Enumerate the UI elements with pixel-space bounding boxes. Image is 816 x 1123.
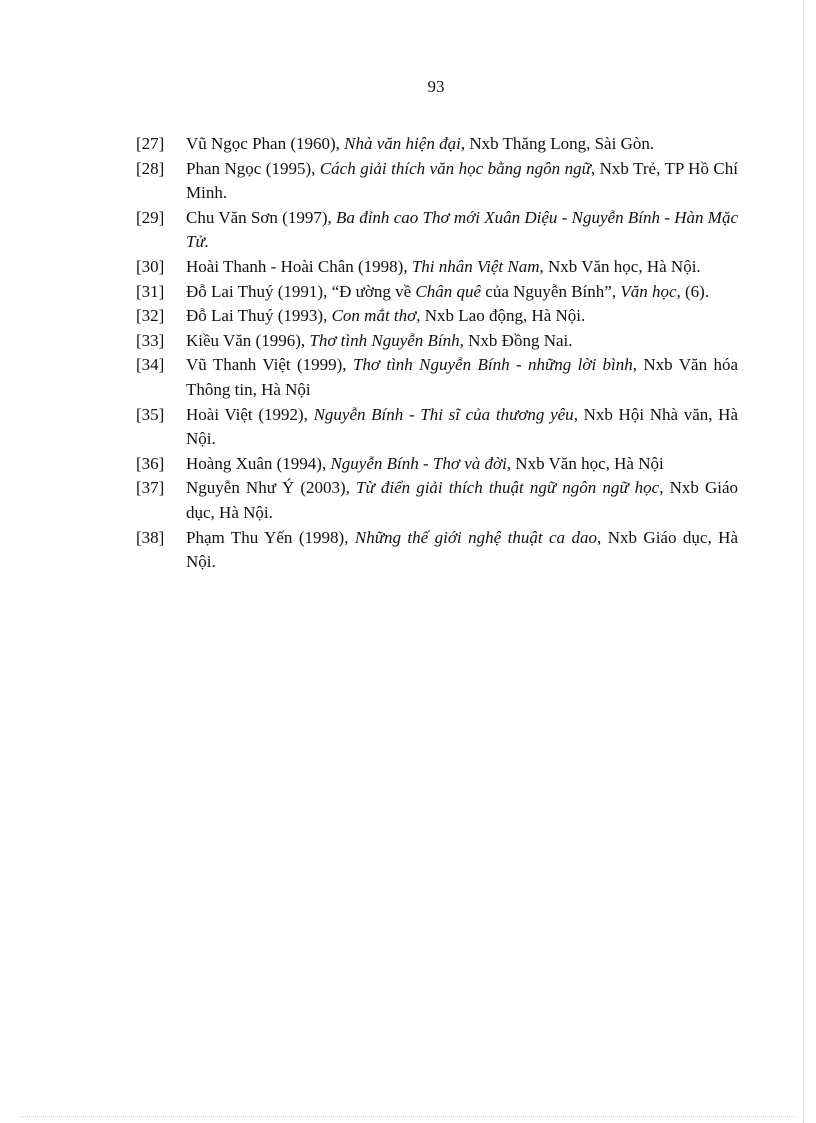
- reference-number: [32]: [136, 306, 165, 326]
- reference-title: Thơ tình Nguyễn Bính: [309, 330, 460, 350]
- reference-title: Thi nhân Việt Nam: [411, 256, 540, 276]
- reference-entry: [136, 304, 738, 329]
- reference-title: Văn học: [620, 281, 677, 301]
- reference-entry: [136, 452, 738, 477]
- reference-entry: [136, 476, 738, 525]
- reference-title: Cách giải thích văn học bằng ngôn ngữ: [319, 158, 591, 178]
- page-border-right: [803, 0, 810, 1123]
- reference-segment: , Nxb Lao động, Hà Nội.: [416, 306, 586, 326]
- reference-number: [28]: [136, 158, 165, 178]
- reference-text: [186, 476, 738, 525]
- reference-number: [37]: [136, 478, 165, 498]
- reference-segment: , Nxb Đồng Nai.: [459, 330, 573, 350]
- reference-segment: , Nxb Giáo dục, Hà Nội.: [186, 478, 738, 522]
- reference-title: Những thế giới nghệ thuật ca dao: [354, 527, 597, 547]
- page-border-bottom: [20, 1116, 796, 1117]
- reference-text: [186, 526, 738, 575]
- reference-entry: [136, 329, 738, 354]
- reference-number: [29]: [136, 207, 165, 227]
- reference-segment: , Nxb Văn học, Hà Nội: [506, 453, 664, 473]
- reference-title: Nguyễn Bính - Thi sĩ của thương yêu: [313, 404, 574, 424]
- reference-text: [186, 206, 738, 255]
- reference-title: Từ điển giải thích thuật ngữ ngôn ngữ học: [356, 478, 660, 498]
- reference-segment: Đỗ Lai Thuý (1993),: [186, 306, 332, 326]
- reference-entry: [136, 526, 738, 575]
- reference-number: [30]: [136, 256, 165, 276]
- reference-segment: , Nxb Giáo dục, Hà Nội.: [186, 527, 738, 572]
- reference-number: [31]: [136, 281, 165, 301]
- reference-segment: Kiều Văn (1996),: [186, 330, 310, 350]
- reference-entry: [136, 403, 738, 452]
- reference-number: [34]: [136, 355, 165, 375]
- reference-text: [186, 157, 738, 206]
- reference-number: [38]: [136, 527, 165, 547]
- reference-list: [136, 132, 738, 575]
- reference-entry: [136, 255, 738, 280]
- reference-number: [33]: [136, 330, 165, 350]
- reference-segment: Phan Ngọc (1995),: [186, 158, 320, 178]
- reference-number: [27]: [136, 134, 165, 153]
- reference-number: [35]: [136, 404, 165, 424]
- reference-title: Chân quê: [415, 281, 482, 301]
- reference-text: [186, 329, 738, 354]
- reference-title: Con mắt thơ: [331, 306, 417, 326]
- reference-text: [186, 304, 738, 329]
- reference-segment: , Nxb Văn học, Hà Nội.: [539, 256, 701, 276]
- reference-segment: , (6).: [676, 281, 710, 301]
- reference-title: Nhà văn hiện đại: [344, 134, 461, 153]
- reference-entry: [136, 157, 738, 206]
- reference-segment: Nguyễn Như Ý (2003),: [186, 478, 357, 498]
- reference-segment: Chu Văn Sơn (1997),: [186, 207, 337, 227]
- reference-text: [186, 403, 738, 452]
- reference-segment: Hoài Việt (1992),: [186, 404, 314, 424]
- reference-text: [186, 452, 738, 477]
- page-number: 93: [427, 77, 445, 96]
- reference-text: [186, 132, 738, 157]
- reference-segment: Đỗ Lai Thuý (1991), “Đ ường về: [186, 281, 416, 301]
- reference-number: [36]: [136, 453, 165, 473]
- reference-title: Ba đỉnh cao Thơ mới Xuân Diệu - Nguyễn Bính - Hàn Mặc Tử.: [186, 207, 739, 252]
- reference-segment: Vũ Thanh Việt (1999),: [186, 355, 353, 375]
- reference-segment: Hoàng Xuân (1994),: [186, 453, 331, 473]
- reference-segment: , Nxb Thăng Long, Sài Gòn.: [460, 134, 655, 153]
- reference-segment: của Nguyễn Bính”,: [481, 281, 621, 301]
- reference-segment: Vũ Ngọc Phan (1960),: [186, 134, 345, 153]
- reference-entry: [136, 353, 738, 402]
- reference-segment: Hoài Thanh - Hoài Chân (1998),: [186, 256, 412, 276]
- reference-segment: Phạm Thu Yến (1998),: [186, 527, 355, 547]
- reference-text: [186, 353, 738, 402]
- reference-segment: , Nxb Trẻ, TP Hồ Chí Minh.: [186, 158, 738, 203]
- reference-entry: [136, 132, 738, 157]
- reference-entry: [136, 280, 738, 305]
- reference-title: Nguyễn Bính - Thơ và đời: [330, 453, 507, 473]
- reference-title: Thơ tình Nguyễn Bính - những lời bình: [352, 355, 633, 375]
- reference-segment: , Nxb Hội Nhà văn, Hà Nội.: [186, 404, 739, 449]
- reference-entry: [136, 206, 738, 255]
- reference-segment: , Nxb Văn hóa Thông tin, Hà Nội: [186, 355, 739, 399]
- reference-text: [186, 255, 738, 280]
- reference-text: [186, 280, 738, 305]
